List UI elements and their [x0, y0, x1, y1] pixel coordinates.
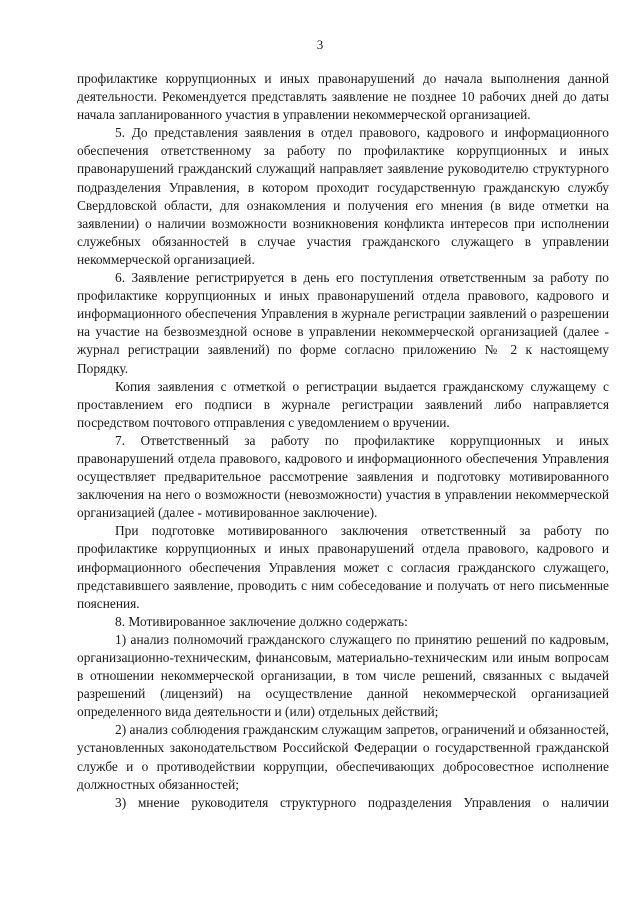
paragraph-copy-of-application: Копия заявления с отметкой о регистрации выдается гражданскому служащему с проставлением его подписи в журнале регистрации заявлений либо направляется посредством почтового отправления с уведомлением о вручении. [77, 378, 609, 430]
document-body [77, 70, 609, 812]
paragraph-subitem-3: 3) мнение руководителя структурного подразделения Управления о наличии [115, 794, 609, 810]
paragraph-subitem-1: 1) анализ полномочий гражданского служащего по принятию решений по кадровым, организационно-техническим, финансовым, материально-техническим или иным вопросам в отношении некоммерческой организации, в том числе решений, связанных с выдачей разрешений (лицензий) на осуществление данной некоммерческой организацией определенного вида деятельности и (или) отдельных действий; [77, 631, 609, 720]
paragraph-preparation-of-conclusion: При подготовке мотивированного заключения ответственный за работу по профилактике коррупционных и иных правонарушений отдела правового, кадрового и информационного обеспечения Управления может с согласия гражданского служащего, представившего заявление, проводить с ним собеседование и получать от него письменные пояснения. [77, 523, 609, 611]
page-number: 3 [316, 37, 324, 52]
paragraph-item-6: 6. Заявление регистрируется в день его поступления ответственным за работу по профилактике коррупционных и иных правонарушений отдела правового, кадрового и информационного обеспечения Управления в журнале регистрации заявлений о разрешении на участие на безвозмездной основе в управлении некоммерческой организацией (далее - журнал регистрации заявлений) по форме согласно приложению № 2 к настоящему Порядку. [77, 270, 609, 376]
paragraph-item-8: 8. Мотивированное заключение должно содержать: [115, 613, 408, 629]
paragraph-item-7: 7. Ответственный за работу по профилактике коррупционных и иных правонарушений отдела правового, кадрового и информационного обеспечения Управления осуществляет предварительное рассмотрение заявления и подготовку мотивированного заключения на него о возможности (невозможности) участия в управлении некоммерческой организацией (далее - мотивированное заключение). [77, 432, 609, 521]
paragraph-continuation: профилактике коррупционных и иных правонарушений до начала выполнения данной деятельности. Рекомендуется представлять заявление не позднее 10 рабочих дней до даты начала запланированного участия в управлении некоммерческой организацией. [77, 71, 609, 123]
paragraph-item-5: 5. До представления заявления в отдел правового, кадрового и информационного обеспечения ответственному за работу по профилактике коррупционных и иных правонарушений гражданский служащий направляет заявление руководителю структурного подразделения Управления, в котором проходит государственную гражданскую службу Свердловской области, для ознакомления и получения его мнения (в виде отметки на заявлении) о наличии возможности возникновения конфликта интересов при исполнении служебных обязанностей в случае участия гражданского служащего в управлении некоммерческой организацией. [77, 125, 609, 267]
paragraph-subitem-2: 2) анализ соблюдения гражданским служащим запретов, ограничений и обязанностей, установленных законодательством Российской Федерации о государственной гражданской службе и о противодействии коррупции, обеспечивающих добросовестное исполнение должностных обязанностей; [77, 722, 609, 792]
